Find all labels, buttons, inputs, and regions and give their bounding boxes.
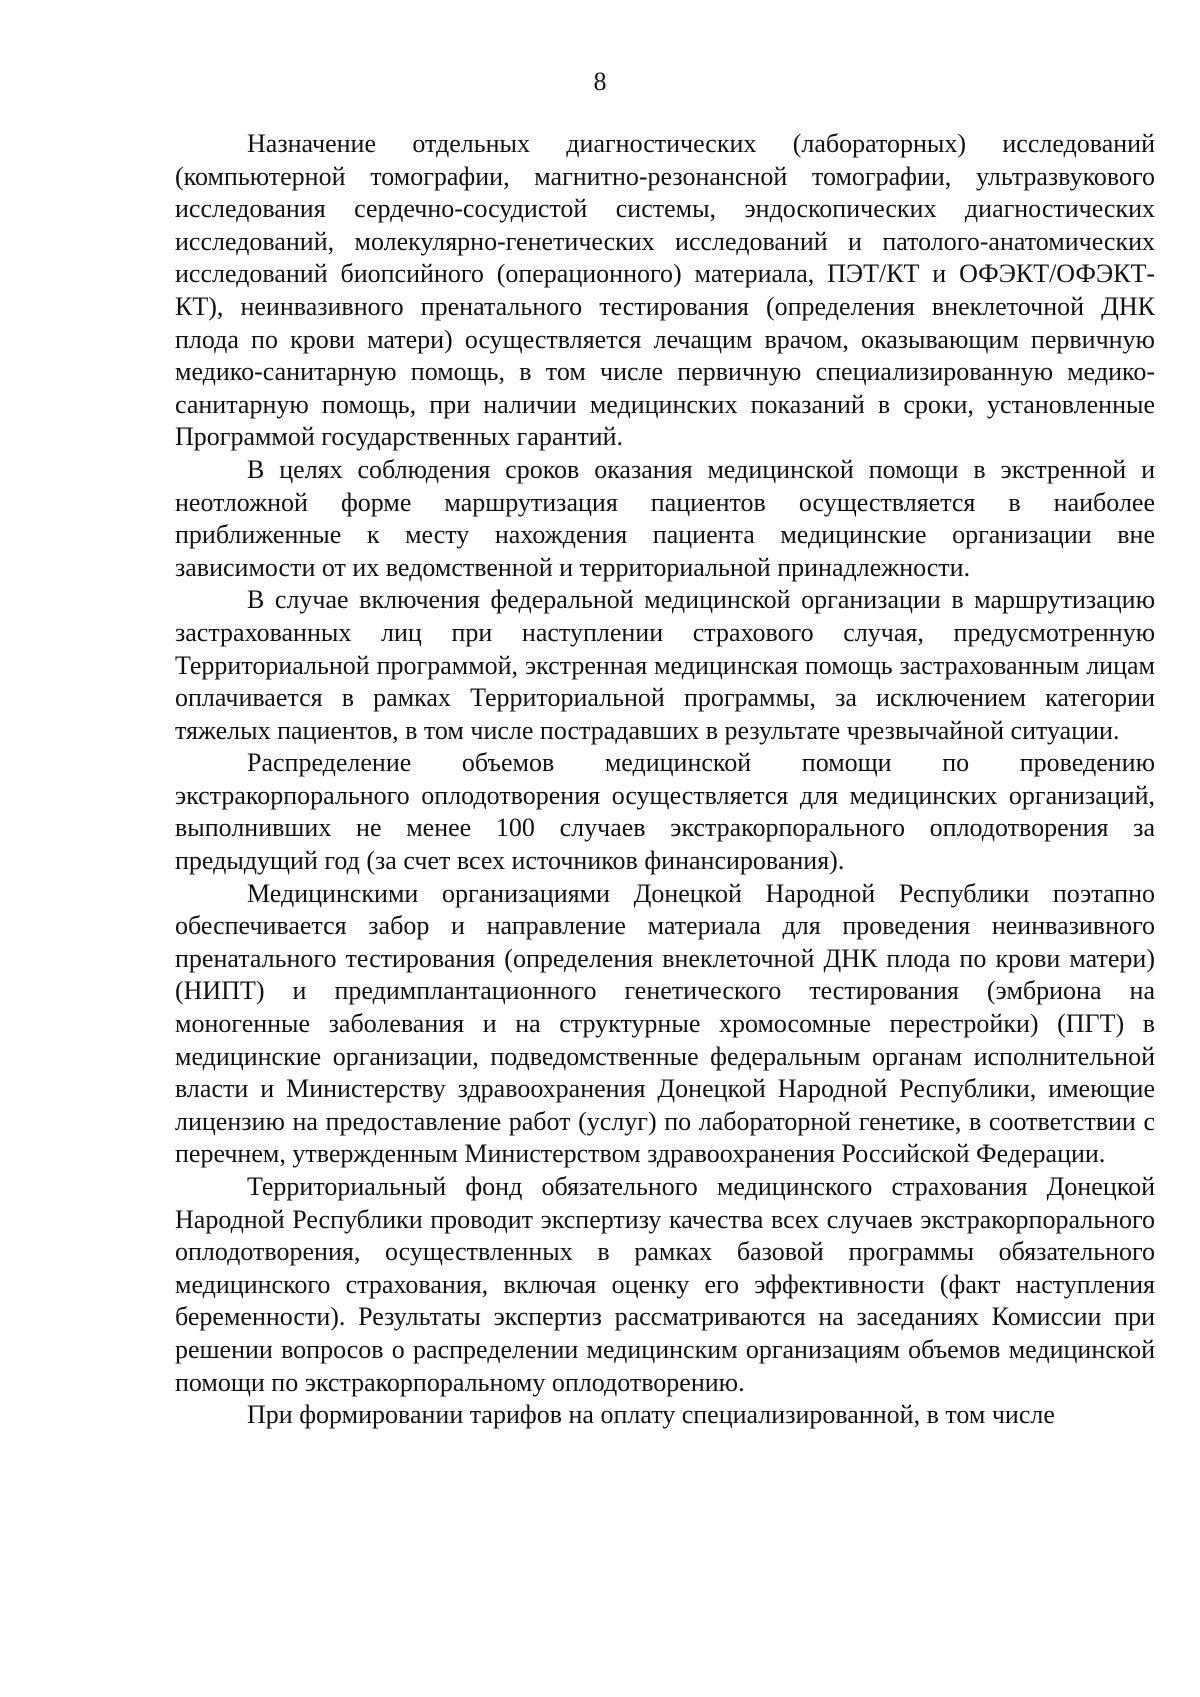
paragraph-ivf-expertise: Территориальный фонд обязательного медицинского страхования Донецкой Народной Республики проводит экспертизу качества всех случаев экстракорпорального оплодотворения, осуществленных в рамках базовой программы обязательного медицинского страхования, включая оценку его эффективности (факт наступления беременности). Результаты экспертиз рассматриваются на заседаниях Комиссии при решении вопросов о распределении медицинским организациям объемов медицинской помощи по экстракорпоральному оплодотворению. [175, 1172, 1155, 1397]
paragraph-tariffs: При формировании тарифов на оплату специализированной, в том числе [247, 1400, 1055, 1430]
page-number: 8 [593, 67, 607, 96]
paragraph-ivf-distribution: Распределение объемов медицинской помощи по проведению экстракорпорального оплодотворения осуществляется для медицинских организаций, выполнивших не менее 100 случаев экстракорпорального оплодотворения за предыдущий год (за счет всех источников финансирования). [175, 748, 1155, 876]
document-body [175, 128, 1155, 1432]
paragraph-emergency-routing: В целях соблюдения сроков оказания медицинской помощи в экстренной и неотложной форме маршрутизация пациентов осуществляется в наиболее приближенные к месту нахождения пациента медицинские организации вне зависимости от их ведомственной и территориальной принадлежности. [175, 454, 1155, 582]
paragraph-prenatal-testing: Медицинскими организациями Донецкой Народной Республики поэтапно обеспечивается забор и направление материала для проведения неинвазивного пренатального тестирования (определения внеклеточной ДНК плода по крови матери) (НИПТ) и предимплантационного генетического тестирования (эмбриона на моногенные заболевания и на структурные хромосомные перестройки) (ПГТ) в медицинские организации, подведомственные федеральным органам исполнительной власти и Министерству здравоохранения Донецкой Народной Республики, имеющие лицензию на предоставление работ (услуг) по лабораторной генетике, в соответствии с перечнем, утвержденным Министерством здравоохранения Российской Федерации. [175, 878, 1155, 1169]
paragraph-federal-organization: В случае включения федеральной медицинской организации в маршрутизацию застрахованных лиц при наступлении страхового случая, предусмотренную Территориальной программой, экстренная медицинская помощь застрахованным лицам оплачивается в рамках Территориальной программы, за исключением категории тяжелых пациентов, в том числе пострадавших в результате чрезвычайной ситуации. [175, 585, 1155, 745]
paragraph-diagnostic-tests: Назначение отдельных диагностических (лабораторных) исследований (компьютерной томографии, магнитно-резонансной томографии, ультразвукового исследования сердечно-сосудистой системы, эндоскопических диагностических исследований, молекулярно-генетических исследований и патолого-анатомических исследований биопсийного (операционного) материала, ПЭТ/КТ и ОФЭКТ/ОФЭКТ-КТ), неинвазивного пренатального тестирования (определения внеклеточной ДНК плода по крови матери) осуществляется лечащим врачом, оказывающим первичную медико-санитарную помощь, в том числе первичную специализированную медико-санитарную помощь, при наличии медицинских показаний в сроки, установленные Программой государственных гарантий. [175, 129, 1155, 452]
